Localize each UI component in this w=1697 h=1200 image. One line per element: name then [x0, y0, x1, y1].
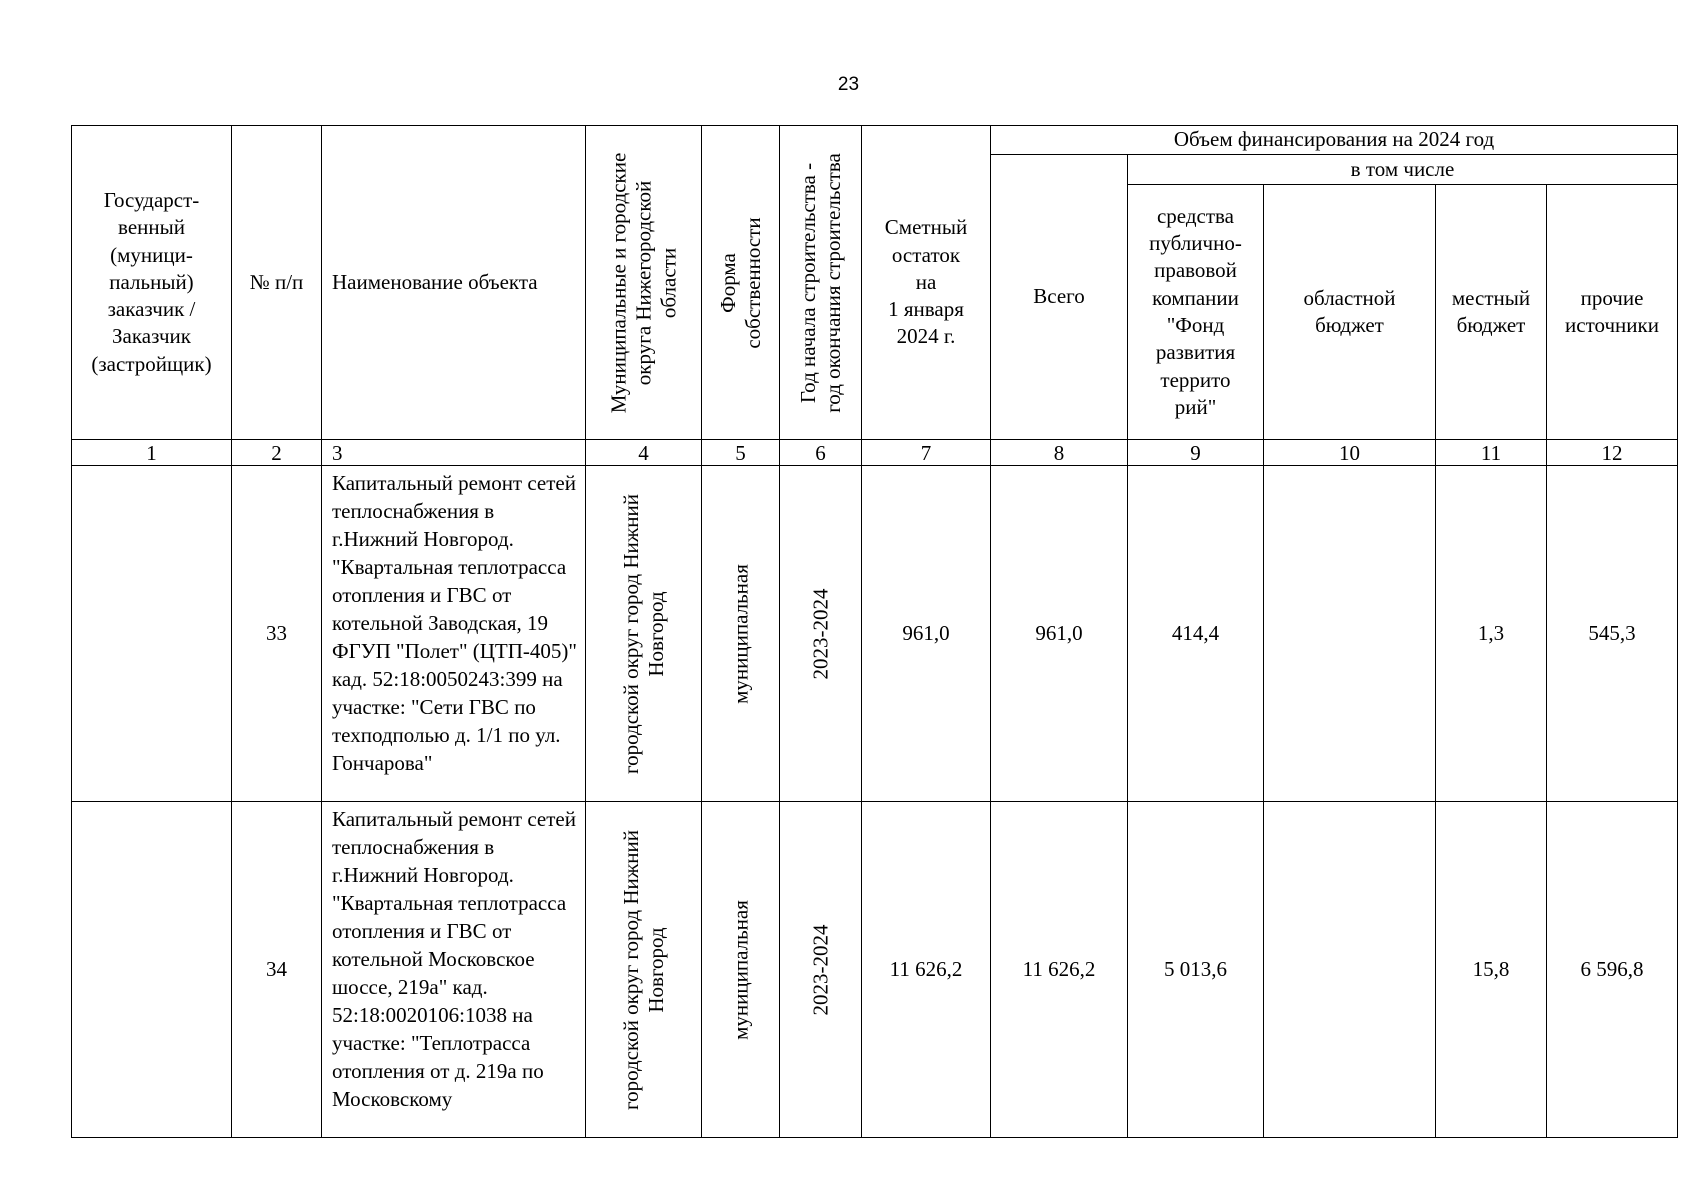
header-local-text: местный бюджет — [1451, 285, 1531, 337]
cell-municipality-line2: Новгород — [643, 926, 668, 1013]
cell-municipality — [586, 466, 702, 802]
cell-municipality-line1: городской округ город Нижний — [618, 493, 643, 774]
column-number: 8 — [991, 440, 1128, 466]
cell-ownership — [702, 802, 780, 1138]
header-years — [780, 126, 862, 440]
column-number: 4 — [586, 440, 702, 466]
cell-municipality-line2: Новгород — [643, 590, 668, 677]
header-including — [1128, 155, 1678, 185]
cell-local: 15,8 — [1436, 802, 1547, 1138]
column-number: 12 — [1547, 440, 1678, 466]
header-funding-volume — [991, 126, 1678, 155]
header-customer — [72, 126, 232, 440]
cell-estimate: 961,0 — [862, 466, 991, 802]
header-municipality — [586, 126, 702, 440]
header-ownership-line2: собственности — [740, 216, 765, 349]
cell-num: 34 — [232, 802, 322, 1138]
cell-object-name: Капитальный ремонт сетей теплоснабжения в г.Нижний Новгород. "Квартальная теплотрасса отопления и ГВС от котельной Заводская, 19 ФГУП "Полет" (ЦТП-405)" кад. 52:18:0050243:399 на участке: "Сети ГВС по техподполью д. 1/1 по ул. Гончарова" — [322, 466, 586, 802]
table-row — [72, 802, 1678, 1138]
cell-years — [780, 466, 862, 802]
cell-total: 961,0 — [991, 466, 1128, 802]
page-number: 23 — [837, 74, 860, 95]
header-fund — [1128, 185, 1264, 440]
cell-municipality-line1: городской округ город Нижний — [618, 829, 643, 1110]
cell-regional — [1264, 802, 1436, 1138]
cell-ownership-text: муниципальная — [728, 563, 752, 704]
cell-estimate: 11 626,2 — [862, 802, 991, 1138]
column-number: 7 — [862, 440, 991, 466]
header-municipality-line1: Муниципальные и городские — [606, 152, 630, 413]
cell-num: 33 — [232, 466, 322, 802]
table-row — [72, 466, 1678, 802]
header-ownership-line1: Форма — [715, 252, 740, 313]
financing-table — [71, 125, 1678, 1138]
header-years-line1: Год начала строительства - — [795, 162, 820, 403]
cell-other: 6 596,8 — [1547, 802, 1678, 1138]
header-estimate-text: Сметный остаток на 1 января 2024 г. — [884, 215, 968, 349]
header-num — [232, 126, 322, 440]
cell-ownership — [702, 466, 780, 802]
header-including-text: в том числе — [1350, 156, 1455, 181]
header-other — [1547, 185, 1678, 440]
header-regional-text: областной бюджет — [1303, 285, 1396, 337]
column-number: 1 — [72, 440, 232, 466]
cell-regional — [1264, 466, 1436, 802]
cell-customer — [72, 466, 232, 802]
column-number: 3 — [322, 440, 586, 466]
header-num-text: № п/п — [249, 269, 304, 294]
header-other-text: прочие источники — [1565, 285, 1659, 337]
header-years-line2: год окончания строительства — [820, 152, 845, 413]
cell-total: 11 626,2 — [991, 802, 1128, 1138]
column-number: 9 — [1128, 440, 1264, 466]
cell-object-name: Капитальный ремонт сетей теплоснабжения в г.Нижний Новгород. "Квартальная теплотрасса отопления и ГВС от котельной Московское шоссе, 219а" кад. 52:18:0020106:1038 на участке: "Теплотрасса отопления от д. 219а по Московскому — [322, 802, 586, 1138]
header-ownership — [702, 126, 780, 440]
cell-other: 545,3 — [1547, 466, 1678, 802]
column-number: 10 — [1264, 440, 1436, 466]
cell-local: 1,3 — [1436, 466, 1547, 802]
cell-years — [780, 802, 862, 1138]
cell-fund: 414,4 — [1128, 466, 1264, 802]
header-regional — [1264, 185, 1436, 440]
header-local — [1436, 185, 1547, 440]
header-object-name-text: Наименование объекта — [332, 269, 538, 294]
header-fund-text: средства публично- правовой компании "Фонд развития террито рий" — [1149, 203, 1242, 419]
cell-years-text: 2023-2024 — [808, 588, 832, 679]
header-municipality-line3: области — [656, 247, 680, 318]
cell-municipality — [586, 802, 702, 1138]
header-municipality-line2: округа Нижегородской — [631, 180, 655, 385]
column-number: 6 — [780, 440, 862, 466]
cell-customer — [72, 802, 232, 1138]
header-customer-text: Государст- венный (муници- пальный) заказчик / Заказчик (застройщик) — [91, 187, 212, 376]
header-estimate — [862, 126, 991, 440]
header-funding-volume-text: Объем финансирования на 2024 год — [1173, 127, 1495, 152]
cell-fund: 5 013,6 — [1128, 802, 1264, 1138]
column-number: 2 — [232, 440, 322, 466]
column-number: 5 — [702, 440, 780, 466]
cell-years-text: 2023-2024 — [808, 924, 832, 1015]
header-object-name — [322, 126, 586, 440]
cell-ownership-text: муниципальная — [728, 899, 752, 1040]
column-number-row — [72, 440, 1678, 466]
column-number: 11 — [1436, 440, 1547, 466]
header-total — [991, 155, 1128, 440]
header-total-text: Всего — [1033, 284, 1085, 309]
